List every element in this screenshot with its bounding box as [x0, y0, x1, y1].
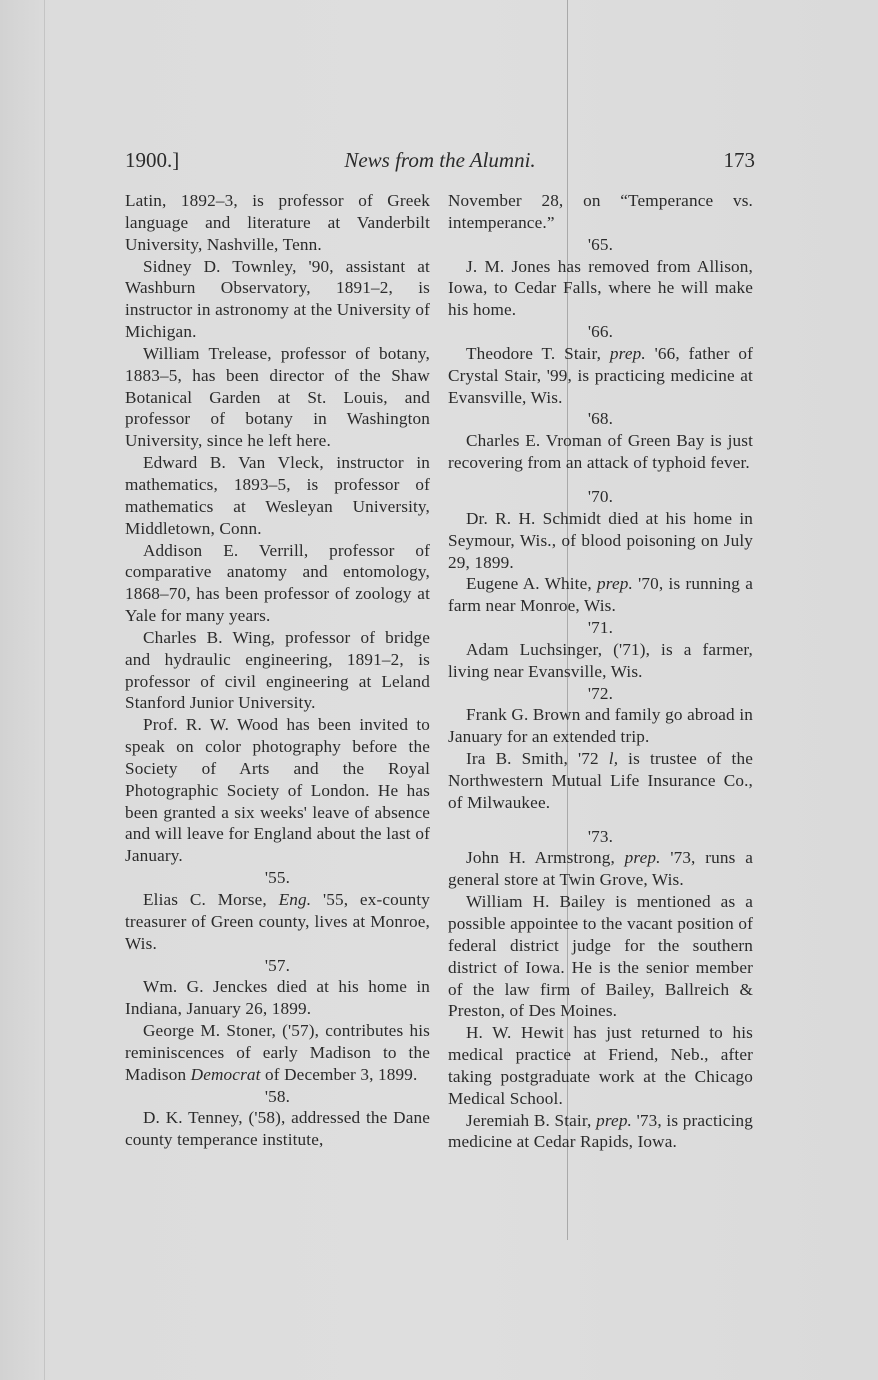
class-year-heading: '58.	[264, 1086, 291, 1106]
paragraph: Wm. G. Jenckes died at his home in Indiana, January 26, 1899.	[125, 977, 430, 1019]
class-year-heading: '55.	[264, 868, 291, 888]
paragraph: William Trelease, professor of botany, 1883–5, has been director of the Shaw Botanical Garden at St. Louis, and professor of botany in Washington University, since he left here.	[125, 343, 430, 451]
paragraph	[125, 889, 430, 955]
italic-text: prep.	[624, 848, 661, 868]
paragraph: Frank G. Brown and family go abroad in January for an extended trip.	[448, 705, 753, 747]
italic-text: prep.	[596, 1110, 633, 1130]
right-column	[448, 190, 753, 1153]
text-run: Theodore T. Stair,	[466, 343, 610, 363]
text-run: '66, father of Crystal Stair, '99, is practicing medicine at Evansville, Wis.	[448, 343, 753, 407]
header-year: 1900.]	[125, 148, 180, 172]
paragraph: November 28, on “Temperance vs. intemperance.”	[448, 191, 753, 232]
paragraph	[448, 748, 753, 814]
paragraph	[448, 847, 753, 891]
paragraph	[448, 343, 753, 409]
paragraph: D. K. Tenney, ('58), addressed the Dane county temperance institute,	[125, 1108, 430, 1150]
paragraph	[125, 1020, 430, 1086]
left-column	[125, 190, 430, 1151]
class-year-heading: '66.	[587, 322, 614, 342]
paragraph: Prof. R. W. Wood has been invited to speak on color photography before the Society of Arts and the Royal Photographic Society of London. He has been granted a six weeks' leave of absence and will leave for England about the last of January.	[125, 715, 430, 866]
paragraph: Addison E. Verrill, professor of comparative anatomy and entomology, 1868–70, has been professor of zoology at Yale for many years.	[125, 540, 430, 626]
italic-text: l,	[608, 749, 619, 769]
paragraph: Latin, 1892–3, is professor of Greek language and literature at Vanderbilt University, Nashville, Tenn.	[125, 191, 430, 254]
paragraph	[448, 573, 753, 617]
text-run: Eugene A. White,	[466, 574, 597, 594]
text-run: George M. Stoner, ('57), contributes his reminiscences of early Madison to the Madison	[125, 1021, 430, 1084]
paragraph: Charles E. Vroman of Green Bay is just recovering from an attack of typhoid fever.	[448, 431, 753, 473]
class-year-heading: '57.	[264, 955, 291, 975]
text-run: is trustee of the Northwestern Mutual Life Insurance Co., of Milwaukee.	[448, 749, 753, 812]
paragraph: H. W. Hewit has just returned to his medical practice at Friend, Neb., after taking postgraduate work at the Chicago Medical School.	[448, 1023, 753, 1108]
spacer	[448, 814, 753, 826]
paragraph: Edward B. Van Vleck, instructor in mathematics, 1893–5, is professor of mathematics at Wesleyan University, Middletown, Conn.	[125, 453, 430, 538]
paragraph: Charles B. Wing, professor of bridge and hydraulic engineering, 1891–2, is professor of civil engineering at Leland Stanford Junior University.	[125, 627, 430, 713]
paragraph: Dr. R. H. Schmidt died at his home in Seymour, Wis., of blood poisoning on July 29, 1899.	[448, 508, 753, 572]
italic-text: Democrat	[190, 1064, 261, 1084]
italic-text: prep.	[609, 343, 646, 363]
text-run: '70, is running a farm near Monroe, Wis.	[448, 574, 753, 616]
class-year-heading: '73.	[587, 826, 614, 846]
class-year-heading: '70.	[587, 486, 614, 506]
text-run: John H. Armstrong,	[466, 848, 625, 868]
class-year-heading: '65.	[587, 234, 614, 254]
paragraph	[448, 1110, 753, 1154]
text-run: '73, is practicing medicine at Cedar Rapids, Iowa.	[448, 1110, 753, 1152]
text-run: Elias C. Morse,	[143, 890, 279, 909]
page-edge-line	[44, 0, 45, 1380]
italic-text: Eng.	[278, 890, 312, 909]
page-number: 173	[723, 148, 755, 172]
paragraph: Sidney D. Townley, '90, assistant at Washburn Observatory, 1891–2, is instructor in astronomy at the University of Michigan.	[125, 256, 430, 342]
paragraph: William H. Bailey is mentioned as a possible appointee to the vacant position of federal district judge for the southern district of Iowa. He is the senior member of the law firm of Bailey, Ballreich & Preston, of Des Moines.	[448, 892, 753, 1021]
spacer	[448, 474, 753, 486]
italic-text: prep.	[597, 574, 633, 594]
class-year-heading: '72.	[587, 683, 614, 703]
header-title: News from the Alumni.	[344, 148, 536, 172]
class-year-heading: '71.	[587, 618, 614, 638]
text-run: '55, ex-county treasurer of Green county, lives at Monroe, Wis.	[125, 890, 430, 953]
paragraph: J. M. Jones has removed from Allison, Iowa, to Cedar Falls, where he will make his home.	[448, 256, 753, 320]
text-run: '73, runs a general store at Twin Grove, Wis.	[448, 848, 753, 890]
running-header	[125, 148, 755, 180]
text-run: of December 3, 1899.	[260, 1064, 418, 1084]
text-run: Jeremiah B. Stair,	[466, 1110, 597, 1130]
paragraph: Adam Luchsinger, ('71), is a farmer, living near Evansville, Wis.	[448, 639, 753, 681]
text-run: Ira B. Smith, '72	[466, 749, 609, 769]
class-year-heading: '68.	[587, 409, 614, 429]
